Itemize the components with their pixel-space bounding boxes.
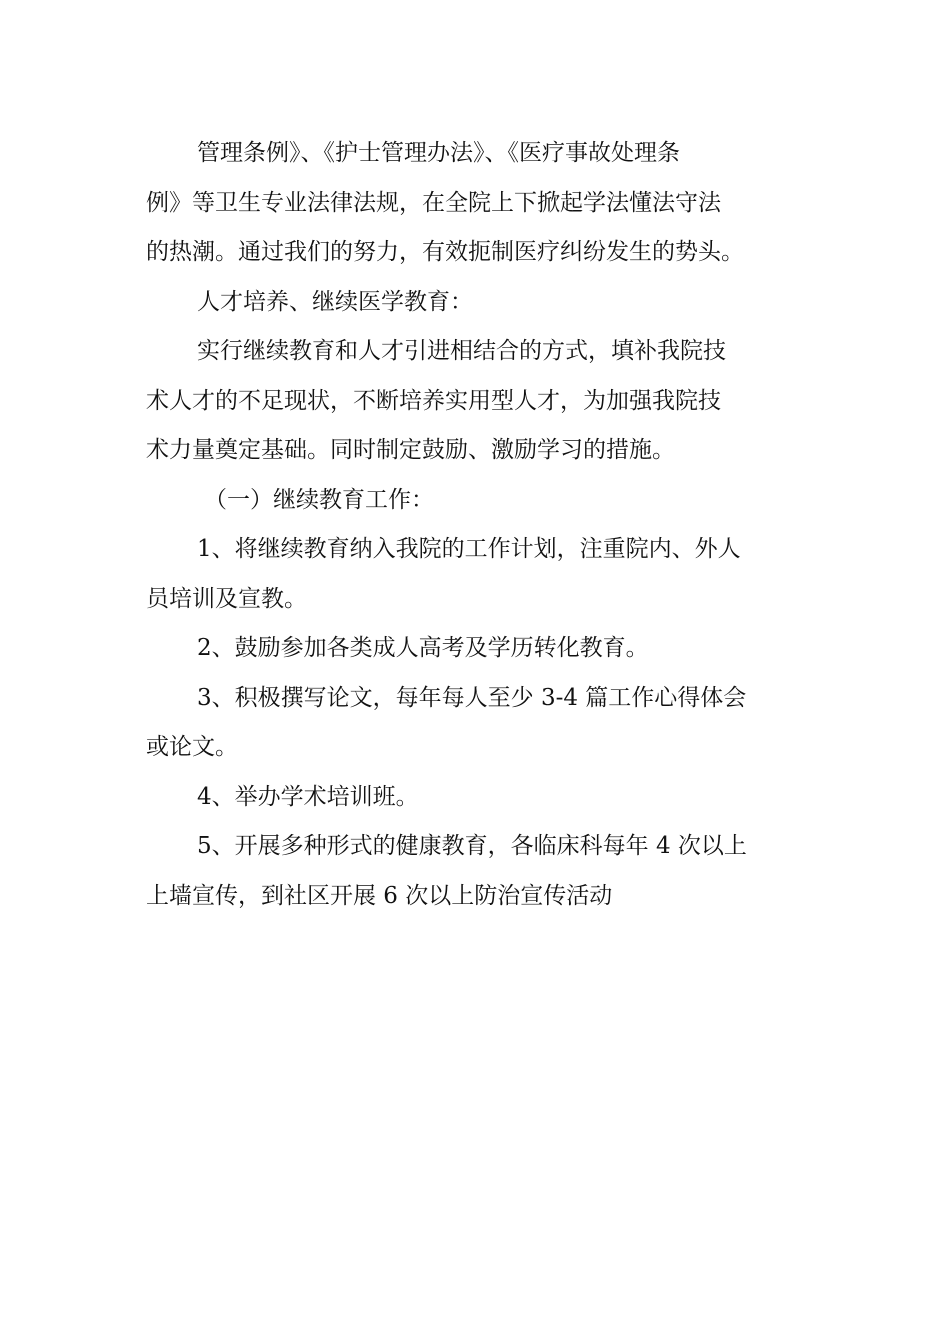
- list-item-line: 或论文。: [146, 734, 238, 760]
- list-item-line: 1、将继续教育纳入我院的工作计划，注重院内、外人: [197, 536, 741, 562]
- list-item-line: 3、积极撰写论文，每年每人至少 3-4 篇工作心得体会: [197, 684, 747, 711]
- list-item-line: 2、鼓励参加各类成人高考及学历转化教育。: [197, 635, 649, 661]
- paragraph-line: 例》等卫生专业法律法规，在全院上下掀起学法懂法守法: [146, 189, 721, 216]
- paragraph-line: 实行继续教育和人才引进相结合的方式，填补我院技: [197, 338, 726, 364]
- paragraph-line: 的热潮。通过我们的努力，有效扼制医疗纠纷发生的势头。: [146, 239, 744, 265]
- list-item-line: 5、开展多种形式的健康教育，各临床科每年 4 次以上: [197, 833, 747, 859]
- paragraph-line: 管理条例》、《护士管理办法》、《医疗事故处理条: [197, 140, 680, 166]
- subsection-heading: （一）继续教育工作：: [204, 486, 434, 513]
- paragraph-line: 术力量奠定基础。同时制定鼓励、激励学习的措施。: [146, 437, 675, 463]
- document-body: [146, 129, 806, 921]
- section-heading: 人才培养、继续医学教育：: [197, 288, 473, 315]
- list-item-line: 员培训及宣教。: [146, 585, 307, 612]
- paragraph-line: 术人才的不足现状，不断培养实用型人才，为加强我院技: [146, 387, 721, 414]
- list-item-line: 4、举办学术培训班。: [197, 783, 419, 810]
- list-item-line: 上墙宣传，到社区开展 6 次以上防治宣传活动: [146, 882, 613, 909]
